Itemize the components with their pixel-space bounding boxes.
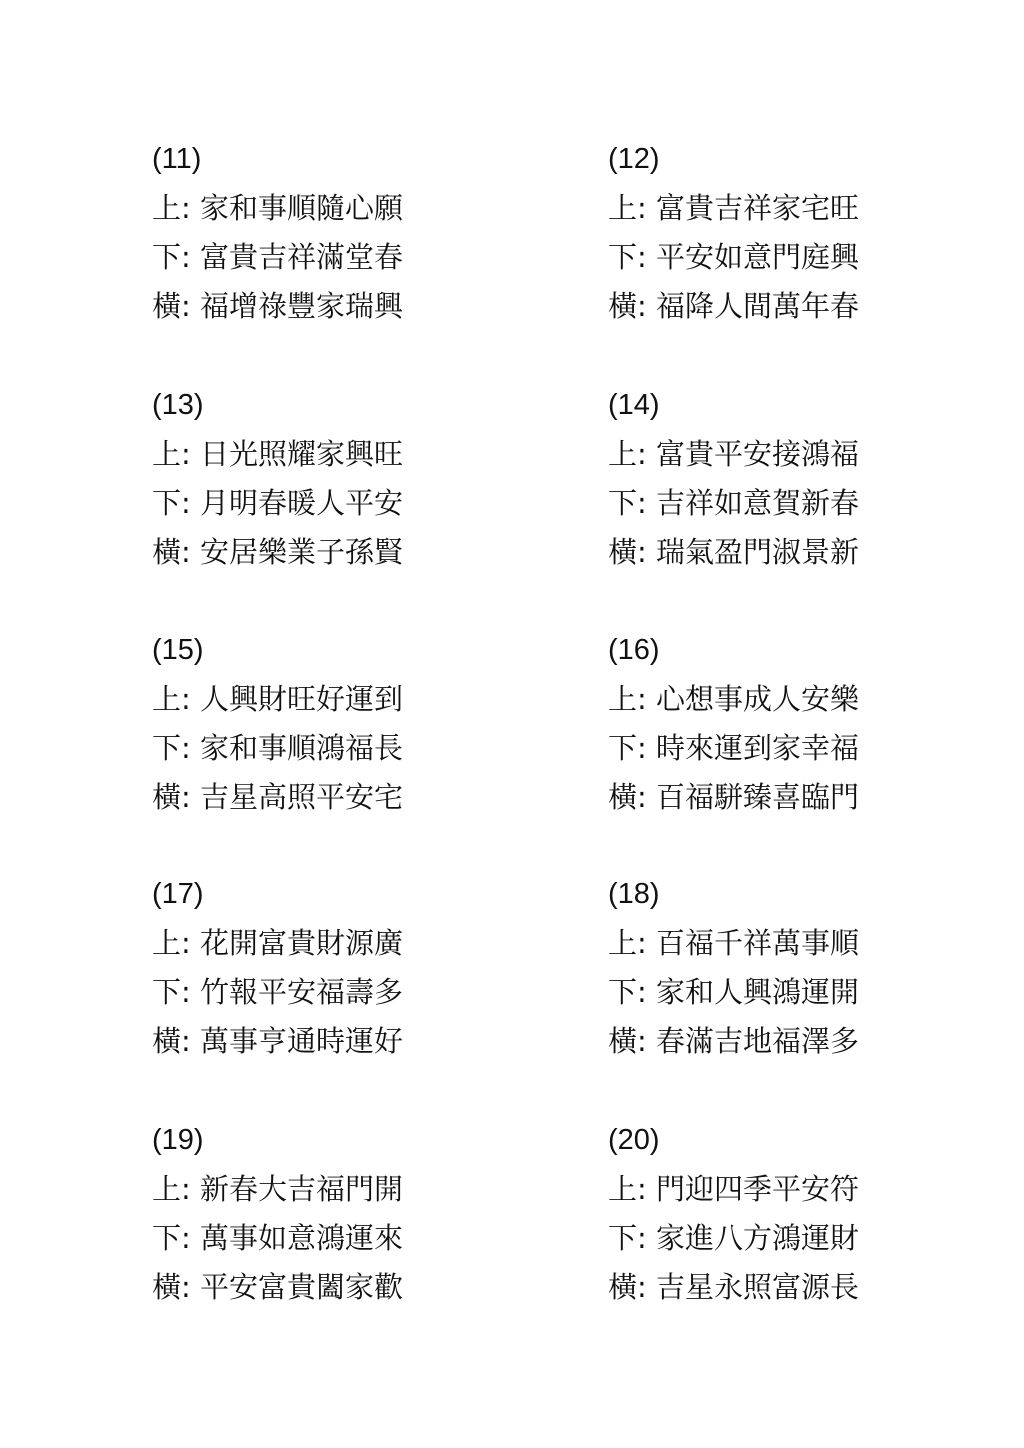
horizontal-line: 橫: 百福駢臻喜臨門 [608, 780, 859, 814]
upper-line: 上: 家和事順隨心願 [152, 191, 403, 225]
entry-number: (19) [152, 1124, 204, 1156]
lower-line: 下: 竹報平安福壽多 [152, 975, 403, 1009]
lower-line: 下: 時來運到家幸福 [608, 731, 859, 765]
horizontal-line: 橫: 平安富貴闔家歡 [152, 1270, 403, 1304]
entry-number: (16) [608, 634, 660, 666]
horizontal-line: 橫: 福降人間萬年春 [608, 289, 859, 323]
couplet-entry-14 [608, 381, 968, 577]
upper-line: 上: 富貴平安接鴻福 [608, 437, 859, 471]
upper-line: 上: 心想事成人安樂 [608, 682, 859, 716]
entry-number: (11) [152, 143, 202, 175]
couplet-entry-13 [152, 381, 512, 577]
couplet-entry-16 [608, 626, 968, 822]
upper-line: 上: 日光照耀家興旺 [152, 437, 403, 471]
upper-line: 上: 門迎四季平安符 [608, 1172, 859, 1206]
upper-line: 上: 新春大吉福門開 [152, 1172, 403, 1206]
couplet-entry-19 [152, 1116, 512, 1312]
upper-line: 上: 花開富貴財源廣 [152, 926, 403, 960]
couplet-entry-15 [152, 626, 512, 822]
horizontal-line: 橫: 瑞氣盈門淑景新 [608, 535, 859, 569]
lower-line: 下: 富貴吉祥滿堂春 [152, 240, 403, 274]
horizontal-line: 橫: 福增祿豐家瑞興 [152, 289, 403, 323]
couplet-entry-11 [152, 135, 512, 331]
entry-number: (14) [608, 389, 660, 421]
lower-line: 下: 家進八方鴻運財 [608, 1221, 859, 1255]
horizontal-line: 橫: 萬事亨通時運好 [152, 1024, 403, 1058]
lower-line: 下: 萬事如意鴻運來 [152, 1221, 403, 1255]
horizontal-line: 橫: 春滿吉地福澤多 [608, 1024, 859, 1058]
lower-line: 下: 家和事順鴻福長 [152, 731, 403, 765]
entry-number: (15) [152, 634, 204, 666]
horizontal-line: 橫: 吉星永照富源長 [608, 1270, 859, 1304]
horizontal-line: 橫: 吉星高照平安宅 [152, 780, 403, 814]
upper-line: 上: 百福千祥萬事順 [608, 926, 859, 960]
entry-number: (13) [152, 389, 204, 421]
lower-line: 下: 吉祥如意賀新春 [608, 486, 859, 520]
couplet-entry-20 [608, 1116, 968, 1312]
lower-line: 下: 家和人興鴻運開 [608, 975, 859, 1009]
couplet-entry-12 [608, 135, 968, 331]
entry-number: (12) [608, 143, 660, 175]
upper-line: 上: 人興財旺好運到 [152, 682, 403, 716]
upper-line: 上: 富貴吉祥家宅旺 [608, 191, 859, 225]
couplet-entry-17 [152, 870, 512, 1066]
lower-line: 下: 平安如意門庭興 [608, 240, 859, 274]
lower-line: 下: 月明春暖人平安 [152, 486, 403, 520]
entry-number: (20) [608, 1124, 660, 1156]
entry-number: (17) [152, 878, 204, 910]
couplet-entry-18 [608, 870, 968, 1066]
entry-number: (18) [608, 878, 660, 910]
horizontal-line: 橫: 安居樂業子孫賢 [152, 535, 403, 569]
